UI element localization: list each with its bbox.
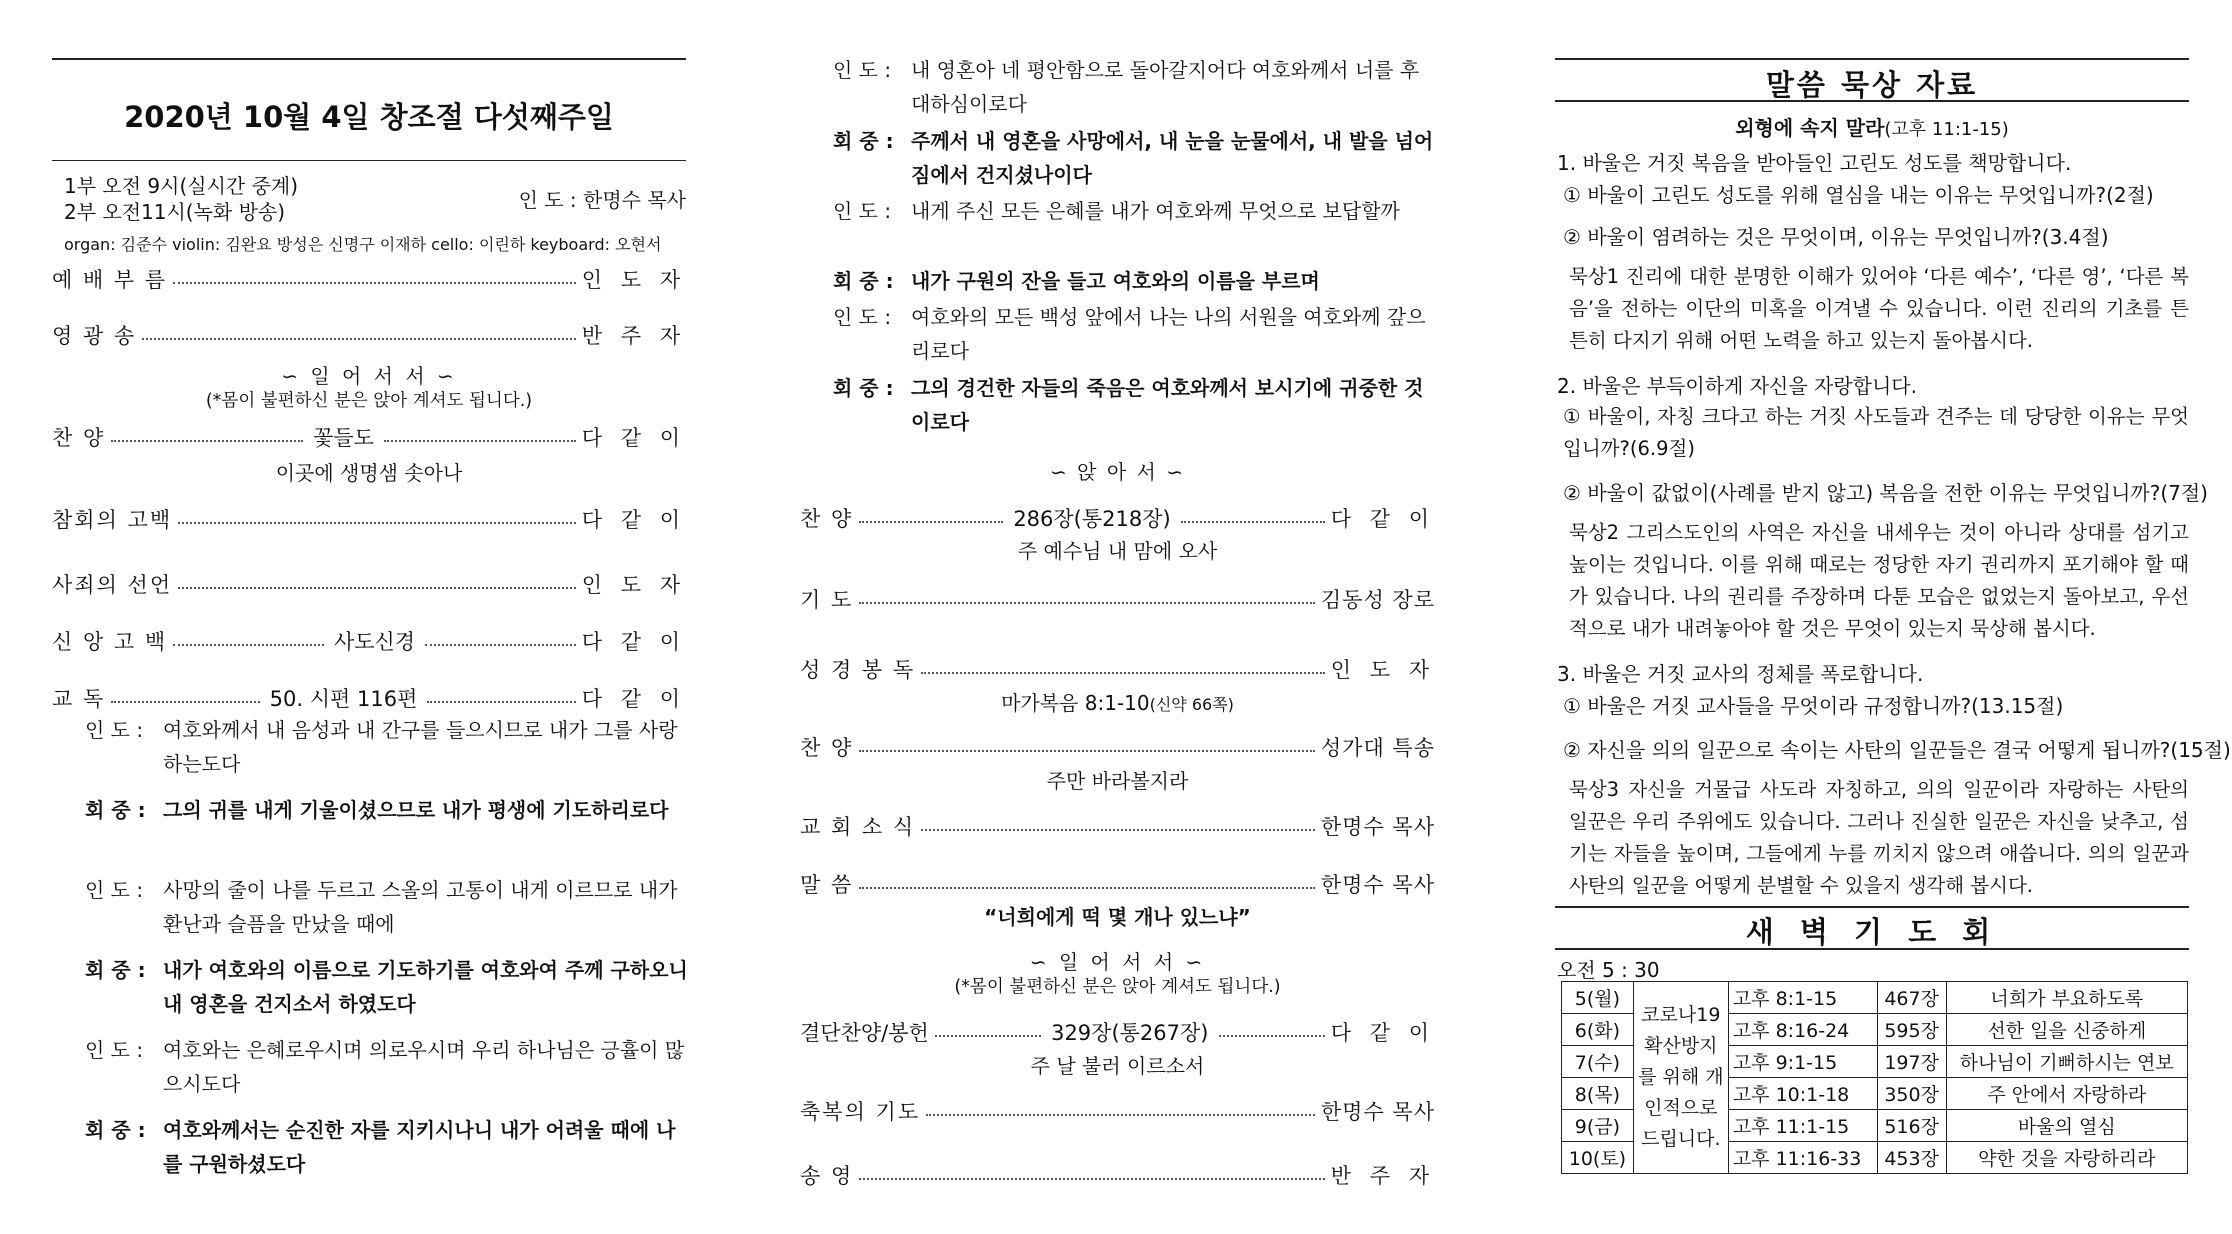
item-label: 기 도 [800, 588, 854, 612]
responsive-line [833, 53, 1435, 121]
dawn-prayer-table [1561, 981, 2188, 1174]
order-item-hymn [52, 423, 686, 451]
responsive-text: 내 영혼아 네 평안함으로 돌아갈지어다 여호와께서 너를 후대하심이로다 [911, 58, 1420, 116]
order-item-choir [800, 733, 1435, 761]
leader-dots [427, 701, 575, 703]
item-label: 교 회 소 식 [800, 815, 916, 839]
creed-name: 사도신경 [333, 630, 416, 654]
order-item-benediction [800, 1097, 1435, 1125]
leader-dots [926, 1114, 1315, 1116]
speaker-label: 인 도 : [85, 1038, 144, 1062]
order-of-worship-column-1 [52, 0, 686, 1234]
day-cell: 6(화) [1562, 1014, 1634, 1046]
item-label: 참회의 고백 [52, 508, 173, 532]
responsive-text: 여호와의 모든 백성 앞에서 나는 나의 서원을 여호와께 갚으리로다 [911, 305, 1426, 363]
item-label: 찬 양 [800, 507, 854, 531]
item-person: 한명수 목사 [1320, 1100, 1435, 1124]
speaker-label: 회 중 : [85, 1118, 146, 1142]
scripture-page: (신약 66쪽) [1149, 695, 1234, 714]
item-person: 인 도 자 [581, 268, 686, 292]
reference-cell: 고후 10:1-18 [1728, 1078, 1877, 1110]
item-person: 인 도 자 [581, 573, 686, 597]
responsive-text: 사망의 줄이 나를 두르고 스올의 고통이 내게 이르므로 내가 환난과 슬픔을 만났을 때에 [163, 878, 678, 936]
speaker-label: 회 중 : [833, 129, 894, 153]
responsive-line [85, 793, 693, 861]
item-label: 찬 양 [800, 736, 854, 760]
worship-leader: 인 도 : 한명수 목사 [518, 188, 686, 212]
speaker-label: 인 도 : [85, 878, 144, 902]
question-3: ① 바울이, 자칭 크다고 하는 거짓 사도들과 견주는 데 당당한 이유는 무엇입니까?(6.9절) [1563, 405, 2189, 460]
subtitle-text: 외형에 속지 말라 [1735, 116, 1885, 140]
responsive-text: 여호와께서는 순진한 자를 지키시나니 내가 어려울 때에 나를 구원하셨도다 [163, 1118, 676, 1176]
speaker-label: 회 중 : [85, 958, 146, 982]
item-label: 축복의 기도 [800, 1100, 921, 1124]
reading-title: 50. 시편 116편 [269, 687, 418, 711]
item-label: 말 씀 [800, 873, 854, 897]
meditation-column [1555, 0, 2231, 1234]
item-label: 영 광 송 [52, 324, 137, 348]
order-item-prayer [800, 585, 1435, 613]
question-4: ② 바울이 값없이(사례를 받지 않고) 복음을 전한 이유는 무엇입니까?(7절) [1563, 481, 2208, 505]
table-row [1562, 982, 2188, 1014]
order-item-responsive-reading [52, 684, 686, 712]
stand-note: (*몸이 불편하신 분은 앉아 계셔도 됩니다.) [954, 977, 1281, 997]
title-rule [52, 160, 686, 161]
reference-cell: 고후 9:1-15 [1728, 1046, 1877, 1078]
day-cell: 8(목) [1562, 1078, 1634, 1110]
leader-dots [859, 887, 1315, 889]
item-label: 결단찬양/봉헌 [800, 1021, 929, 1045]
meditation-subtitle [1555, 112, 2189, 141]
top-rule [52, 58, 686, 60]
stand-instruction: ∽ 일 어 서 서 ∽ [281, 364, 457, 388]
theme-cell: 너희가 부요하도록 [1946, 982, 2187, 1014]
item-label: 신 앙 고 백 [52, 630, 168, 654]
service-time-1: 1부 오전 9시(실시간 중계) [64, 174, 299, 198]
day-cell: 9(금) [1562, 1110, 1634, 1142]
speaker-label: 회 중 : [85, 798, 146, 822]
item-person: 다 같 이 [1330, 1021, 1435, 1045]
dawn-prayer-title: 새 벽 기 도 회 [1745, 915, 1999, 949]
order-item-sermon [800, 870, 1435, 898]
responsive-line [85, 873, 693, 941]
order-item-doxology [52, 321, 686, 349]
sermon-title: “너희에게 떡 몇 개나 있느냐” [984, 905, 1251, 929]
subtitle-reference: (고후 11:1-15) [1884, 119, 2009, 140]
leader-dots [111, 701, 259, 703]
order-item-hymn [800, 504, 1435, 532]
responsive-text: 내가 구원의 잔을 들고 여호와의 이름을 부르며 [911, 269, 1320, 293]
item-person: 한명수 목사 [1320, 815, 1435, 839]
item-person: 다 같 이 [1330, 507, 1436, 531]
order-item-call-to-worship [52, 265, 686, 293]
item-person: 다 같 이 [581, 426, 687, 450]
leader-dots [178, 522, 576, 524]
item-label: 찬 양 [52, 426, 106, 450]
theme-cell: 약한 것을 자랑하리라 [1946, 1142, 2187, 1174]
leader-dots [173, 282, 576, 284]
day-cell: 7(수) [1562, 1046, 1634, 1078]
dawn-note-cell: 코로나19 확산방지를 위해 개인적으로 드립니다. [1633, 982, 1728, 1174]
question-5: ① 바울은 거짓 교사들을 무엇이라 규정합니까?(13.15절) [1563, 694, 2064, 718]
service-time-2: 2부 오전11시(녹화 방송) [64, 200, 286, 224]
item-label: 교 독 [52, 687, 106, 711]
leader-dots [178, 587, 576, 589]
order-item-scripture-reading [800, 655, 1435, 683]
responsive-text: 여호와는 은혜로우시며 의로우시며 우리 하나님은 긍휼이 많으시도다 [163, 1038, 685, 1096]
leader-dots [111, 440, 303, 442]
order-item-creed [52, 627, 686, 655]
item-label: 사죄의 선언 [52, 573, 173, 597]
leader-dots [921, 672, 1325, 674]
hymn-cell: 197장 [1877, 1046, 1946, 1078]
choir-subtitle: 주만 바라볼지라 [1046, 769, 1189, 793]
responsive-line [85, 713, 693, 781]
meditation-1: 묵상1 진리에 대한 분명한 이해가 있어야 ‘다른 예수’, ‘다른 영’, ‘다른 복음’을 전하는 이단의 미혹을 이겨낼 수 있습니다. 이런 진리의 기초를 튼튼히 다지기 위해 어떤 노력을 하고 있는지 돌아봅시다. [1569, 265, 2189, 352]
hymn-number: 286장(통218장) [1013, 507, 1171, 531]
hymn-title: 꽃들도 [313, 426, 374, 450]
speaker-label: 인 도 : [833, 58, 892, 82]
speaker-label: 회 중 : [833, 269, 894, 293]
leader-dots [859, 1178, 1325, 1180]
item-person: 성가대 특송 [1320, 736, 1435, 760]
scripture-text: 마가복음 8:1-10 [1001, 691, 1150, 715]
order-of-worship-column-2 [800, 0, 1435, 1234]
hymn-cell: 350장 [1877, 1078, 1946, 1110]
hymn-subtitle: 주 예수님 내 맘에 오사 [1017, 539, 1218, 563]
responsive-line [833, 124, 1435, 192]
theme-cell: 바울의 열심 [1946, 1110, 2187, 1142]
question-6: ② 자신을 의의 일꾼으로 속이는 사탄의 일꾼들은 결국 어떻게 됩니까?(15절) [1563, 738, 2231, 762]
leader-dots [425, 644, 576, 646]
responsive-line [85, 1033, 693, 1101]
leader-dots [1219, 1035, 1325, 1037]
responsive-text: 그의 경건한 자들의 죽음은 여호와께서 보시기에 귀중한 것이로다 [911, 376, 1424, 434]
item-person: 다 같 이 [581, 508, 686, 532]
hymn-cell: 453장 [1877, 1142, 1946, 1174]
hymn-cell: 516장 [1877, 1110, 1946, 1142]
leader-dots [859, 521, 1003, 523]
item-label: 송 영 [800, 1164, 854, 1188]
order-item-postlude [800, 1161, 1435, 1189]
hymn-cell: 595장 [1877, 1014, 1946, 1046]
responsive-line [833, 300, 1435, 368]
question-1: ① 바울이 고린도 성도를 위해 열심을 내는 이유는 무엇입니까?(2절) [1563, 183, 2154, 207]
leader-dots [1181, 521, 1325, 523]
dawn-top-rule [1555, 906, 2189, 908]
responsive-line [833, 194, 1435, 262]
day-cell: 5(월) [1562, 982, 1634, 1014]
responsive-text: 내게 주신 모든 은혜를 내가 여호와께 무엇으로 보답할까 [911, 199, 1400, 223]
question-2: ② 바울이 염려하는 것은 무엇이며, 이유는 무엇입니까?(3.4절) [1563, 225, 2109, 249]
item-label: 예 배 부 름 [52, 268, 168, 292]
item-label: 성 경 봉 독 [800, 658, 916, 682]
dawn-title-rule [1555, 948, 2189, 950]
hymn-subtitle: 이곳에 생명샘 솟아나 [275, 461, 463, 485]
item-person: 반 주 자 [1330, 1164, 1435, 1188]
responsive-line [833, 371, 1435, 439]
speaker-label: 인 도 : [85, 718, 144, 742]
scripture-reference [800, 687, 1435, 716]
item-person: 김동성 장로 [1320, 588, 1435, 612]
leader-dots [173, 644, 324, 646]
leader-dots [921, 829, 1315, 831]
responsive-text: 그의 귀를 내게 기울이셨으므로 내가 평생에 기도하리로다 [163, 798, 669, 822]
reference-cell: 고후 8:16-24 [1728, 1014, 1877, 1046]
responsive-line [85, 953, 693, 1021]
reference-cell: 고후 11:16-33 [1728, 1142, 1877, 1174]
item-person: 반 주 자 [581, 324, 686, 348]
responsive-text: 주께서 내 영혼을 사망에서, 내 눈을 눈물에서, 내 발을 넘어짐에서 건지셨나이다 [911, 129, 1434, 187]
order-item-confession [52, 505, 686, 533]
day-cell: 10(토) [1562, 1142, 1634, 1174]
speaker-label: 회 중 : [833, 376, 894, 400]
sit-instruction: ∽ 앉 아 서 ∽ [1050, 460, 1185, 484]
point-3: 3. 바울은 거짓 교사의 정체를 폭로합니다. [1557, 662, 1924, 686]
meditation-2: 묵상2 그리스도인의 사역은 자신을 내세우는 것이 아니라 상대를 섬기고 높이는 것입니다. 이를 위해 때로는 정당한 자기 권리까지 포기해야 할 때가 있습니다. 나의 권리를 주장하며 다툰 모습은 없었는지 돌아보고, 우선적으로 내가 내려놓아야 할 것은 무엇이 있는지 묵상해 봅시다. [1569, 521, 2189, 640]
reference-cell: 고후 11:1-15 [1728, 1110, 1877, 1142]
item-person: 인 도 자 [1330, 658, 1435, 682]
speaker-label: 인 도 : [833, 305, 892, 329]
responsive-line [833, 264, 1435, 298]
speaker-label: 인 도 : [833, 199, 892, 223]
meditation-title: 말씀 묵상 자료 [1765, 68, 1979, 102]
leader-dots [859, 750, 1315, 752]
dawn-prayer-time: 오전 5 : 30 [1557, 958, 1660, 982]
hymn-cell: 467장 [1877, 982, 1946, 1014]
order-item-closing-hymn [800, 1018, 1435, 1046]
stand-instruction: ∽ 일 어 서 서 ∽ [1029, 950, 1206, 974]
leader-dots [142, 338, 576, 340]
musicians-list: organ: 김준수 violin: 김완요 방성은 신명구 이재하 cello: 이린하 keyboard: 오현서 [64, 235, 662, 254]
item-person: 다 같 이 [581, 630, 687, 654]
hymn-number: 329장(통267장) [1051, 1021, 1209, 1045]
leader-dots [859, 602, 1315, 604]
meditation-3: 묵상3 자신을 거물급 사도라 자칭하고, 의의 일꾼이라 자랑하는 사탄의 일꾼은 우리 주위에도 있습니다. 그러나 진실한 일꾼은 자신을 낮추고, 섬기는 자들을 높이며, 그들에게 누를 끼치지 않으려 애씁니다. 의의 일꾼과 사탄의 일꾼을 어떻게 분별할 수 있을지 생각해 봅시다. [1569, 778, 2189, 897]
closing-hymn-subtitle: 주 날 불러 이르소서 [1030, 1054, 1205, 1078]
title-rule [1555, 100, 2189, 102]
top-rule [1555, 58, 2189, 60]
order-item-absolution [52, 570, 686, 598]
page-title: 2020년 10월 4일 창조절 다섯째주일 [124, 100, 614, 134]
point-2: 2. 바울은 부득이하게 자신을 자랑합니다. [1557, 374, 1917, 398]
theme-cell: 주 안에서 자랑하라 [1946, 1078, 2187, 1110]
responsive-line [85, 1113, 693, 1181]
stand-note: (*몸이 불편하신 분은 앉아 계셔도 됩니다.) [205, 391, 533, 411]
leader-dots [935, 1035, 1041, 1037]
responsive-text: 내가 여호와의 이름으로 기도하기를 여호와여 주께 구하오니 내 영혼을 건지소서 하였도다 [163, 958, 688, 1016]
item-person: 다 같 이 [581, 687, 687, 711]
reference-cell: 고후 8:1-15 [1728, 982, 1877, 1014]
order-item-church-news [800, 812, 1435, 840]
leader-dots [384, 440, 576, 442]
point-1: 1. 바울은 거짓 복음을 받아들인 고린도 성도를 책망합니다. [1557, 151, 2072, 175]
theme-cell: 선한 일을 신중하게 [1946, 1014, 2187, 1046]
item-person: 한명수 목사 [1320, 873, 1435, 897]
theme-cell: 하나님이 기뻐하시는 연보 [1946, 1046, 2187, 1078]
responsive-text: 여호와께서 내 음성과 내 간구를 들으시므로 내가 그를 사랑하는도다 [163, 718, 678, 776]
